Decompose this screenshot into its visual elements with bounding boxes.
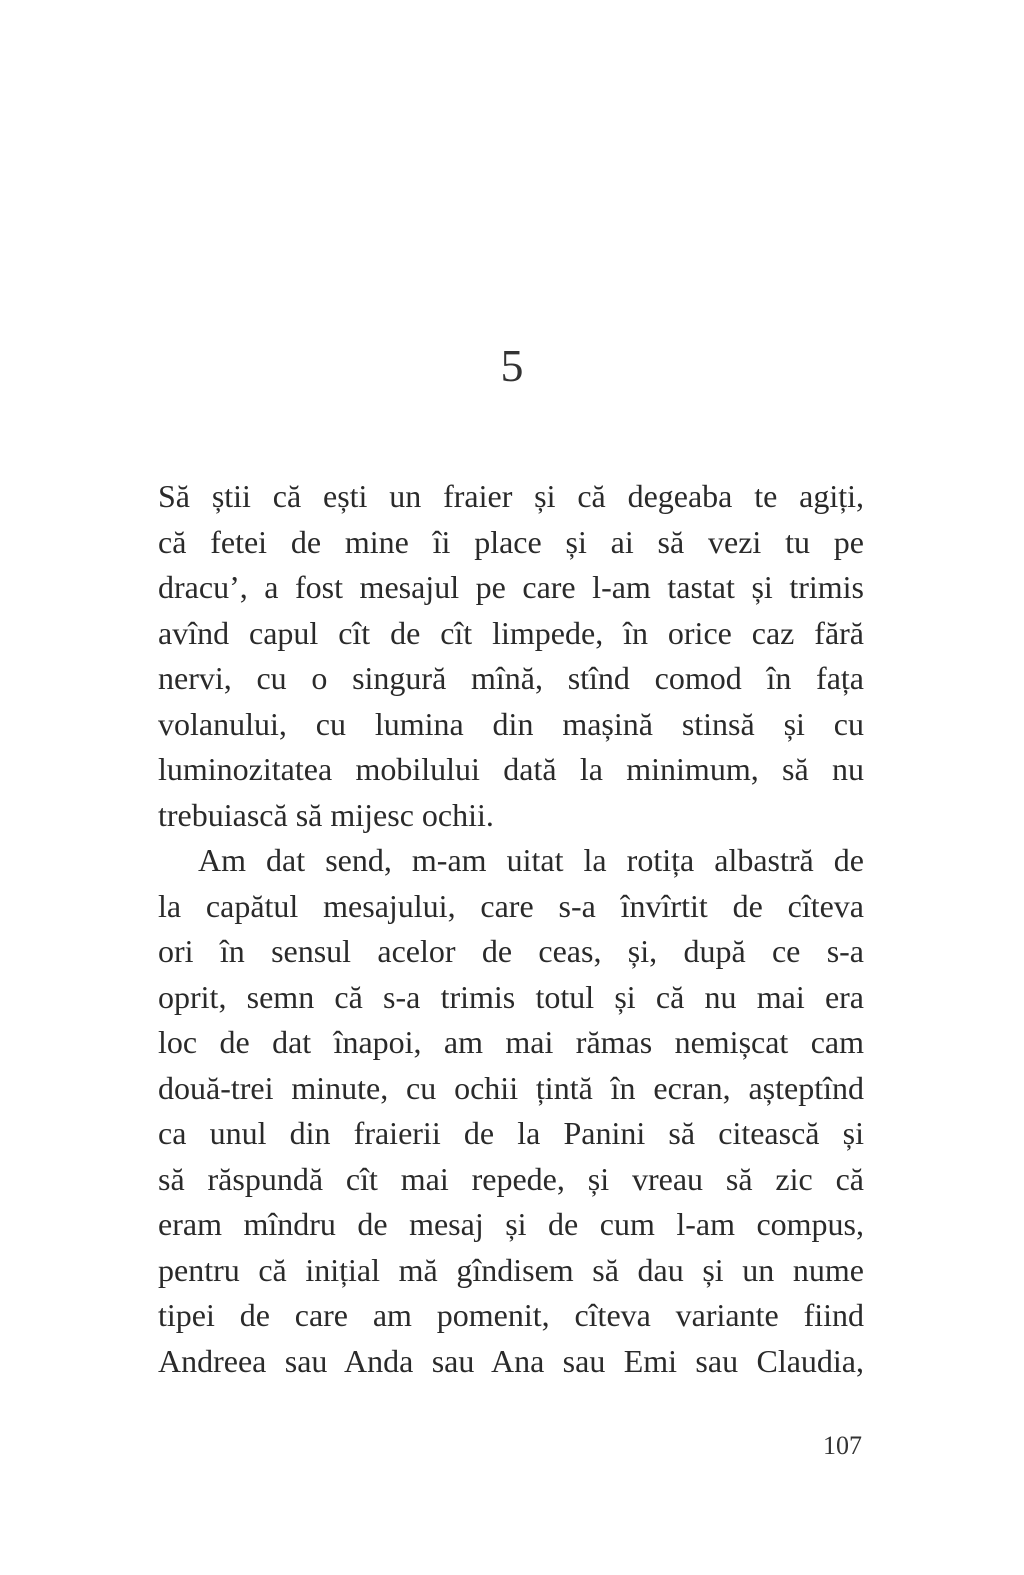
chapter-number: 5	[500, 340, 524, 391]
paragraph-2	[158, 838, 864, 1384]
text-line: eram mîndru de mesaj și de cum l-am compus,	[158, 1206, 864, 1242]
text-line: nervi, cu o singură mînă, stînd comod în fața	[158, 660, 864, 696]
text-line: Să știi că ești un fraier și că degeaba te agiți,	[158, 478, 864, 514]
text-line: tipei de care am pomenit, cîteva variante fiind	[158, 1297, 864, 1333]
body-text	[158, 474, 864, 1384]
page-number: 107	[823, 1431, 862, 1460]
text-line: trebuiască să mijesc ochii.	[158, 796, 494, 833]
text-line: ori în sensul acelor de ceas, și, după ce s-a	[158, 933, 864, 969]
text-line: ca unul din fraierii de la Panini să citească și	[158, 1115, 864, 1151]
text-line: volanului, cu lumina din mașină stinsă și cu	[158, 705, 864, 742]
text-line: loc de dat înapoi, am mai rămas nemișcat cam	[158, 1024, 864, 1060]
text-line: luminozitatea mobilului dată la minimum, să nu	[158, 751, 864, 787]
text-line: două-trei minute, cu ochii țintă în ecran, așteptînd	[158, 1069, 864, 1106]
text-line: dracu’, a fost mesajul pe care l-am tastat și trimis	[158, 569, 864, 605]
text-line: Am dat send, m-am uitat la rotița albastră de	[198, 842, 864, 878]
text-line: să răspundă cît mai repede, și vreau să zic că	[158, 1160, 864, 1197]
text-line: avînd capul cît de cît limpede, în orice caz fără	[158, 614, 864, 651]
paragraph-1	[158, 474, 864, 838]
text-line: Andreea sau Anda sau Ana sau Emi sau Claudia,	[158, 1342, 864, 1379]
text-line: că fetei de mine îi place și ai să vezi tu pe	[158, 523, 864, 560]
text-line: la capătul mesajului, care s-a învîrtit de cîteva	[158, 887, 864, 924]
text-line: pentru că inițial mă gîndisem să dau și un nume	[158, 1251, 864, 1288]
text-line: oprit, semn că s-a trimis totul și că nu mai era	[158, 978, 864, 1015]
